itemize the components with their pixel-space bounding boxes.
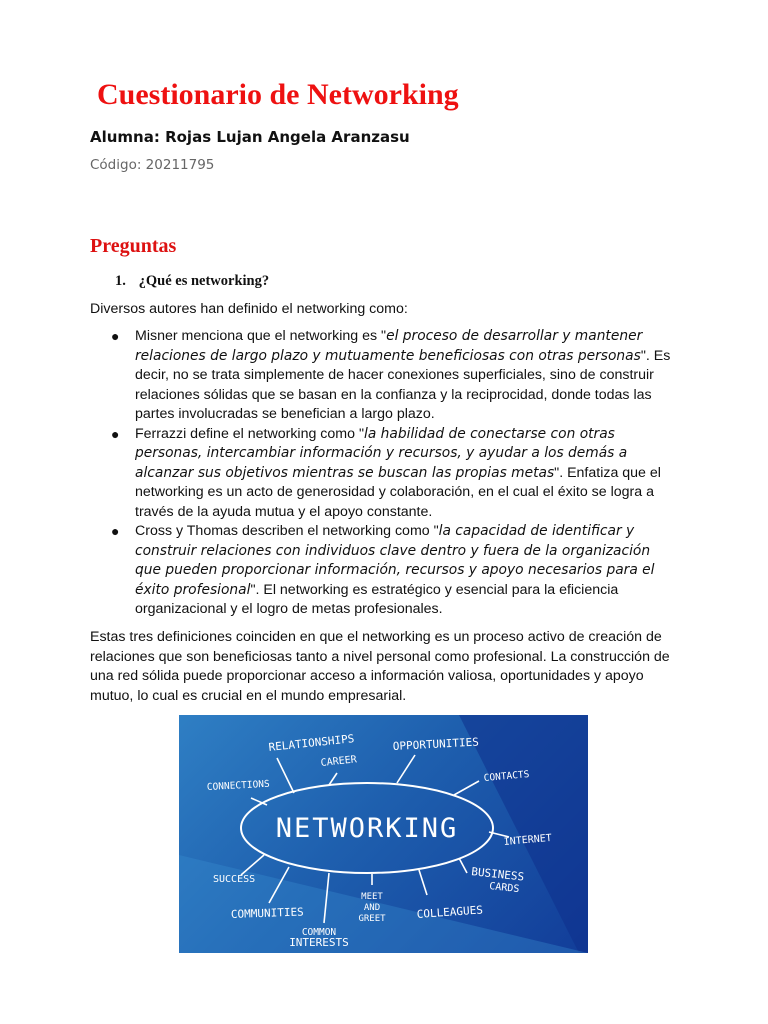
definition-item-cross-thomas: [90, 522, 680, 620]
label-connections: CONNECTIONS: [206, 778, 270, 793]
label-success: SUCCESS: [213, 874, 256, 885]
label-cards: CARDS: [488, 881, 520, 896]
question-text: ¿Qué es networking?: [138, 273, 270, 289]
label-opportunities: OPPORTUNITIES: [392, 735, 480, 753]
label-interests: INTERESTS: [289, 936, 349, 949]
arrow-opportunities: [397, 755, 415, 783]
label-common: COMMON: [301, 927, 337, 938]
definitions-list: [90, 327, 680, 620]
definition-text: Cross y Thomas describen el networking como ": [135, 523, 439, 539]
arrow-contacts: [454, 781, 479, 795]
label-meet: MEET: [361, 892, 383, 902]
arrow-colleagues: [419, 870, 427, 895]
definition-text: ". Es decir, no se trata simplemente de hacer conexiones superficiales, sino de construir relaciones sólidas que se basan en la confianza y la reciprocidad, donde todas las partes involucradas se benefician a largo plazo.: [135, 347, 671, 422]
arrow-career: [329, 773, 337, 785]
definition-item-misner: [90, 327, 680, 425]
light-panel: [179, 855, 588, 953]
bullet-icon: ●: [111, 523, 120, 539]
section-title: Preguntas: [90, 235, 177, 257]
center-label: NETWORKING: [275, 813, 459, 844]
networking-illustration: [179, 715, 588, 953]
arrow-relationships: [277, 758, 294, 793]
definition-text: Misner menciona que el networking es ": [135, 328, 387, 344]
label-contacts: CONTACTS: [483, 769, 530, 784]
label-colleagues: COLLEAGUES: [416, 903, 484, 921]
definition-text: ". El networking es estratégico y esencial para la eficiencia organizacional y el logro de metas profesionales.: [135, 581, 619, 617]
definition-quote: la capacidad de identificar y construir relaciones con individuos clave dentro y fuera de la organización que pueden proporcionar información, recursos y apoyo necesarios para el éxito profesional: [135, 523, 655, 598]
student-code: Código: 20211795: [90, 157, 215, 173]
arrow-business-cards: [459, 858, 467, 873]
definition-text: Ferrazzi define el networking como ": [135, 425, 364, 442]
dark-panel: [459, 715, 588, 953]
document-title: Cuestionario de Networking: [97, 78, 459, 111]
label-greet: GREET: [358, 914, 386, 924]
student-name: Alumna: Rojas Lujan Angela Aranzasu: [90, 128, 410, 146]
label-business: BUSINESS: [470, 865, 525, 884]
arrow-success: [241, 855, 264, 875]
bullet-icon: ●: [111, 425, 120, 442]
label-relationships: RELATIONSHIPS: [267, 732, 355, 754]
label-and: AND: [363, 903, 381, 913]
question-number: 1.: [115, 273, 126, 289]
definition-quote: el proceso de desarrollar y mantener relaciones de largo plazo y mutuamente beneficiosas con otras personas: [135, 328, 643, 364]
label-internet: INTERNET: [503, 832, 553, 848]
label-career: CAREER: [320, 754, 358, 769]
bullet-icon: ●: [111, 328, 120, 344]
networking-diagram: [179, 715, 588, 953]
definition-text: ". Enfatiza que el networking es un acto de generosidad y colaboración, en el cual el éxito se logra a través de la ayuda mutua y el apoyo constante.: [135, 464, 661, 520]
summary-paragraph: Estas tres definiciones coinciden en que el networking es un proceso activo de creación de relaciones que son beneficiosas tanto a nivel personal como profesional. La construcción de una red sólida puede proporcionar acceso a información valiosa, oportunidades y apoyo mutuo, lo cual es crucial en el mundo empresarial.: [90, 629, 670, 704]
question-heading: [115, 273, 269, 290]
definition-item-ferrazzi: [90, 425, 680, 523]
label-communities: COMMUNITIES: [230, 905, 304, 921]
definition-quote: la habilidad de conectarse con otras personas, intercambiar información y recursos, y ayudar a los demás a alcanzar sus objetivos mientras se buscan las propias metas: [135, 425, 628, 481]
intro-paragraph: Diversos autores han definido el networking como:: [90, 301, 408, 317]
